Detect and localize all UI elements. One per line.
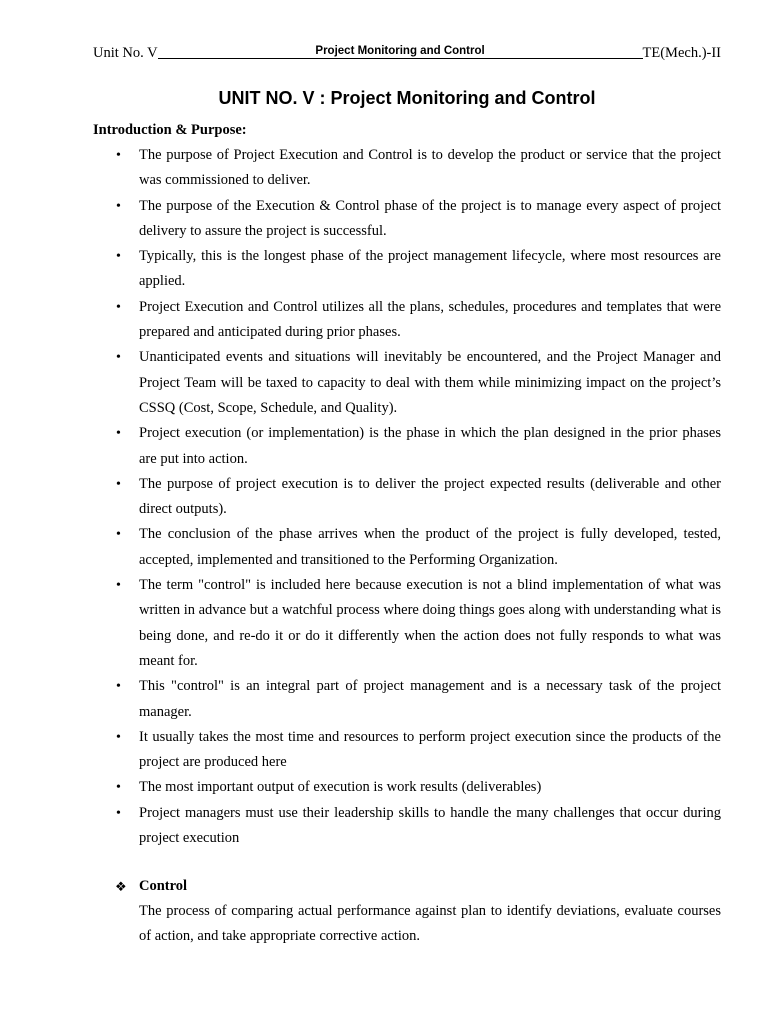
- list-item-text: The purpose of Project Execution and Control is to develop the product or service that the project was commissioned to deliver.: [139, 147, 721, 189]
- bullet-icon: •: [116, 350, 121, 366]
- bullet-icon: •: [116, 527, 121, 543]
- bullet-icon: •: [116, 148, 121, 163]
- bullet-icon: •: [116, 476, 121, 492]
- bullet-icon: •: [116, 805, 121, 821]
- bullet-icon: •: [116, 249, 121, 265]
- list-item-text: Unanticipated events and situations will inevitably be encountered, and the Project Manager and Project Team will be taxed to capacity to deal with them while minimizing impact on the project’s CSSQ (Cost, Scope, Schedule, and Quality).: [139, 349, 721, 416]
- control-section: [93, 874, 721, 950]
- list-item-text: The term "control" is included here because execution is not a blind implementation of what was written in advance but a watchful process where doing things goes along with understanding what is being done, and re-do it or do it differently when the action does not fully responds to what was meant for.: [139, 577, 721, 669]
- list-item-text: Project execution (or implementation) is the phase in which the plan designed in the prior phases are put into action.: [139, 425, 721, 467]
- header-subject: Project Monitoring and Control: [315, 45, 485, 57]
- intro-heading: Introduction & Purpose:: [93, 122, 247, 138]
- list-item: [93, 143, 721, 194]
- bullet-icon: •: [116, 780, 121, 796]
- list-item-text: This "control" is an integral part of project management and is a necessary task of the project manager.: [139, 678, 721, 720]
- list-item: [93, 674, 721, 725]
- list-item-text: The purpose of project execution is to deliver the project expected results (deliverable and other direct outputs).: [139, 475, 721, 518]
- bullet-icon: •: [116, 426, 121, 442]
- list-item-text: It usually takes the most time and resources to perform project execution since the products of the project are produced here: [139, 728, 721, 771]
- header-rule-left: [158, 44, 316, 59]
- list-item: [93, 775, 721, 800]
- list-item-text: Project managers must use their leadership skills to handle the many challenges that occur during project execution: [139, 804, 721, 847]
- bullet-icon: •: [116, 299, 121, 315]
- list-item: [93, 194, 721, 245]
- list-item: [93, 801, 721, 852]
- control-heading-text: Control: [139, 878, 188, 894]
- page-title: UNIT NO. V : Project Monitoring and Control: [218, 88, 596, 108]
- header-course: TE(Mech.)-II: [642, 45, 722, 61]
- header-unit: Unit No. V: [93, 45, 158, 61]
- control-definition: The process of comparing actual performance against plan to identify deviations, evaluate courses of action, and take appropriate corrective action.: [139, 903, 721, 945]
- list-item-text: Project Execution and Control utilizes all the plans, schedules, procedures and templates that were prepared and anticipated during prior phases.: [139, 298, 721, 341]
- list-item-text: Typically, this is the longest phase of the project management lifecycle, where most resources are applied.: [139, 248, 721, 290]
- list-item: [93, 573, 721, 674]
- list-item: [93, 472, 721, 523]
- list-item-text: The conclusion of the phase arrives when the product of the project is fully developed, tested, accepted, implemented and transitioned to the Performing Organization.: [139, 526, 721, 568]
- bullet-icon: •: [116, 198, 121, 214]
- list-item: [93, 244, 721, 295]
- list-item: [93, 421, 721, 472]
- bullet-icon: •: [116, 578, 121, 594]
- diamond-bullet-icon: ❖: [115, 879, 127, 894]
- intro-bullet-list: [93, 143, 721, 851]
- bullet-icon: •: [116, 679, 121, 695]
- bullet-icon: •: [116, 729, 121, 745]
- list-item: [93, 295, 721, 346]
- list-item: [93, 345, 721, 421]
- list-item: [93, 522, 721, 573]
- header-rule-right: [485, 44, 643, 59]
- list-item-text: The most important output of execution is work results (deliverables): [139, 779, 542, 796]
- list-item: [93, 725, 721, 776]
- list-item-text: The purpose of the Execution & Control phase of the project is to manage every aspect of project delivery to assure the project is successful.: [139, 197, 721, 239]
- page-header: [93, 44, 721, 62]
- control-heading: [93, 874, 721, 899]
